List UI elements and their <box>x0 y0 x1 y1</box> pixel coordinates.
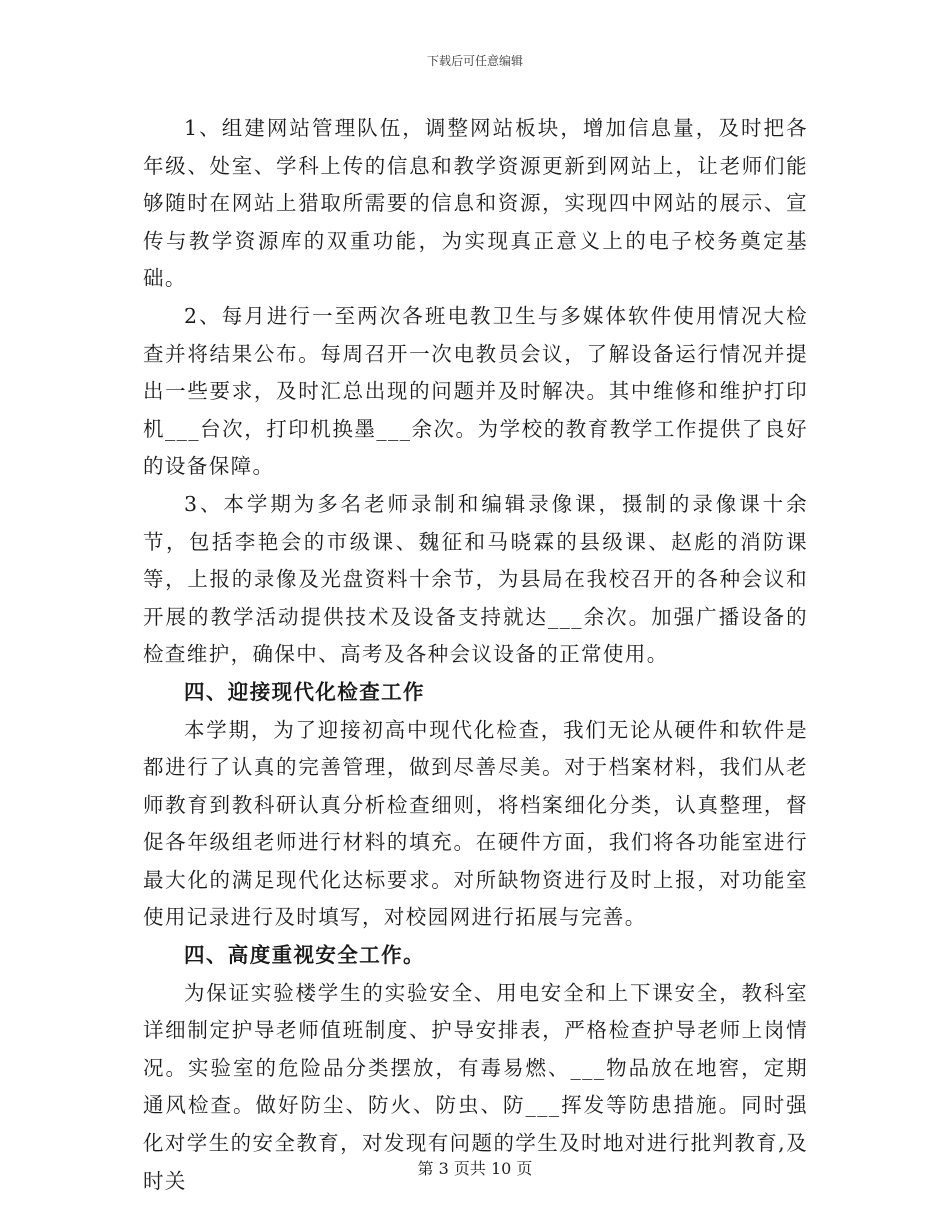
paragraph-video-recording: 3、本学期为多名老师录制和编辑录像课，摄制的录像课十余节，包括李艳会的市级课、魏征和马晓霖的县级课、赵彪的消防课等，上报的录像及光盘资料十余节，为县局在我校召开的各种会议和开展的教学活动提供技术及设备支持就达___余次。加强广播设备的检查维护，确保中、高考及各种会议设备的正常使用。 <box>143 491 808 667</box>
document-body <box>143 110 808 1200</box>
paragraph-modernization: 本学期，为了迎接初高中现代化检查，我们无论从硬件和软件是都进行了认真的完善管理，做到尽善尽美。对于档案材料，我们从老师教育到教科研认真分析检查细则，将档案细化分类，认真整理，督促各年级组老师进行材料的填充。在硬件方面，我们将各功能室进行最大化的满足现代化达标要求。对所缺物资进行及时上报，对功能室使用记录进行及时填写，对校园网进行拓展与完善。 <box>143 717 808 930</box>
paragraph-monthly-inspection: 2、每月进行一至两次各班电教卫生与多媒体软件使用情况大检查并将结果公布。每周召开一次电教员会议，了解设备运行情况并提出一些要求，及时汇总出现的问题并及时解决。其中维修和维护打印机___台次，打印机换墨___余次。为学校的教育教学工作提供了良好的设备保障。 <box>143 303 808 479</box>
section-heading-safety: 四、高度重视安全工作。 <box>184 943 425 968</box>
paragraph-website-team: 1、组建网站管理队伍，调整网站板块，增加信息量，及时把各年级、处室、学科上传的信息和教学资源更新到网站上，让老师们能够随时在网站上猎取所需要的信息和资源，实现四中网站的展示、宣传与教学资源库的双重功能，为实现真正意义上的电子校务奠定基础。 <box>143 116 808 291</box>
page-header: 下载后可任意编辑 <box>426 54 523 68</box>
paragraph-safety: 为保证实验楼学生的实验安全、用电安全和上下课安全，教科室详细制定护导老师值班制度、护导安排表，严格检查护导老师上岗情况。实验室的危险品分类摆放，有毒易燃、___物品放在地窖，定期通风检查。做好防尘、防火、防虫、防___挥发等防患措施。同时强化对学生的安全教育，对发现有问题的学生及时地对进行批判教育,及时关 <box>143 980 808 1193</box>
page-number: 第 3 页共 10 页 <box>417 1159 533 1178</box>
section-heading-modernization: 四、迎接现代化检查工作 <box>184 679 425 704</box>
